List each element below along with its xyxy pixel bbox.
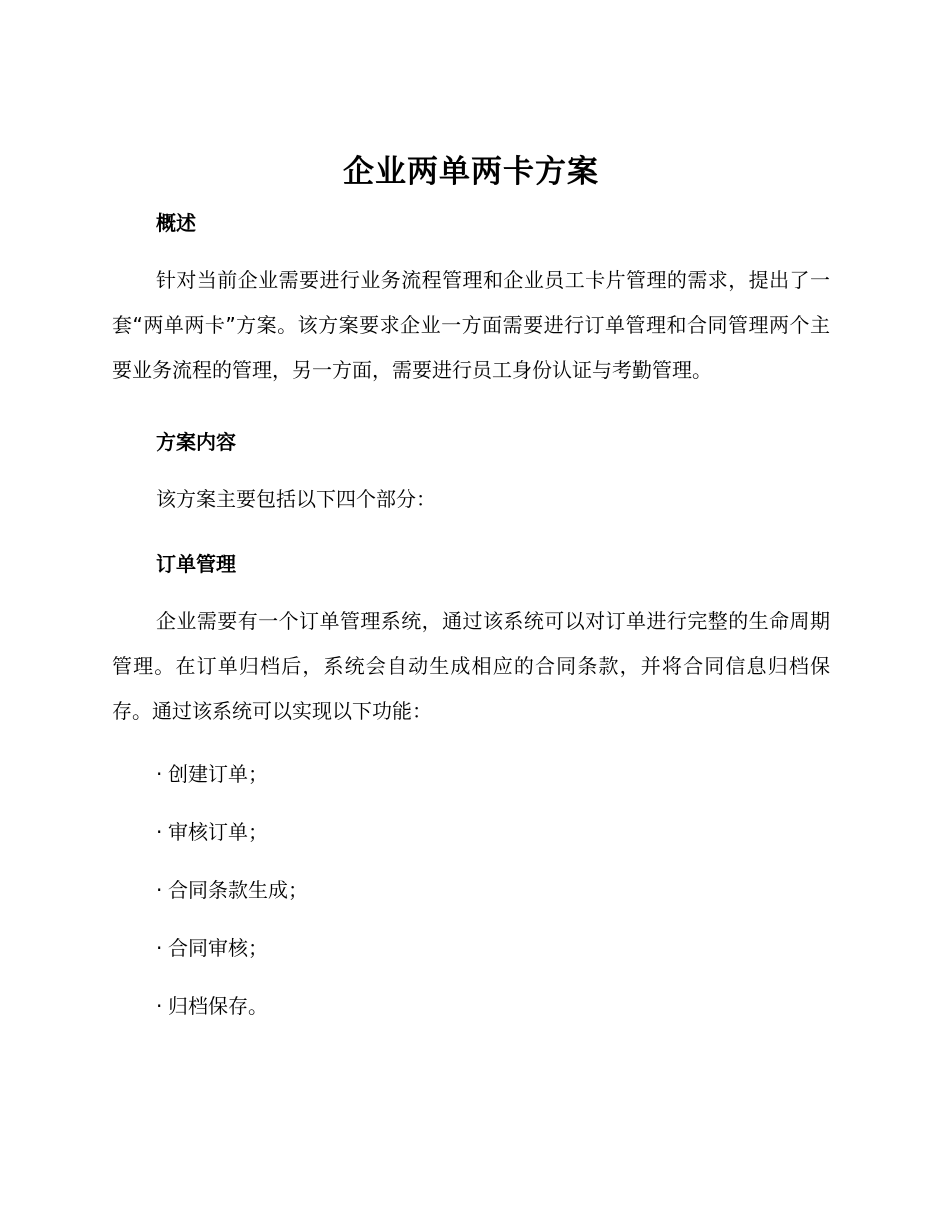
list-item bbox=[112, 759, 830, 789]
list-item-text: 合同条款生成； bbox=[168, 878, 308, 902]
list-item-text: 审核订单； bbox=[168, 820, 268, 844]
order-function-list bbox=[112, 759, 830, 1021]
content-paragraph: 该方案主要包括以下四个部分： bbox=[156, 487, 436, 511]
list-item-text: 归档保存。 bbox=[168, 994, 268, 1018]
list-item bbox=[112, 875, 830, 905]
bullet-dot-icon: · bbox=[156, 762, 163, 786]
bullet-dot-icon: · bbox=[156, 994, 163, 1018]
overview-paragraph: 针对当前企业需要进行业务流程管理和企业员工卡片管理的需求，提出了一套“两单两卡”方案。该方案要求企业一方面需要进行订单管理和合同管理两个主要业务流程的管理，另一方面，需要进行员工身份认证与考勤管理。 bbox=[112, 268, 830, 382]
section-heading-content: 方案内容 bbox=[156, 430, 236, 454]
section-heading-overview: 概述 bbox=[156, 211, 196, 235]
section-heading-order-management: 订单管理 bbox=[156, 552, 236, 576]
list-item bbox=[112, 933, 830, 963]
bullet-dot-icon: · bbox=[156, 820, 163, 844]
list-item bbox=[112, 991, 830, 1021]
document-content bbox=[112, 148, 830, 1049]
list-item-text: 合同审核； bbox=[168, 936, 268, 960]
document-title: 企业两单两卡方案 bbox=[343, 154, 599, 190]
list-item-text: 创建订单； bbox=[168, 762, 268, 786]
bullet-dot-icon: · bbox=[156, 936, 163, 960]
list-item bbox=[112, 817, 830, 847]
order-management-paragraph: 企业需要有一个订单管理系统，通过该系统可以对订单进行完整的生命周期管理。在订单归档后，系统会自动生成相应的合同条款，并将合同信息归档保存。通过该系统可以实现以下功能： bbox=[112, 609, 830, 723]
bullet-dot-icon: · bbox=[156, 878, 163, 902]
